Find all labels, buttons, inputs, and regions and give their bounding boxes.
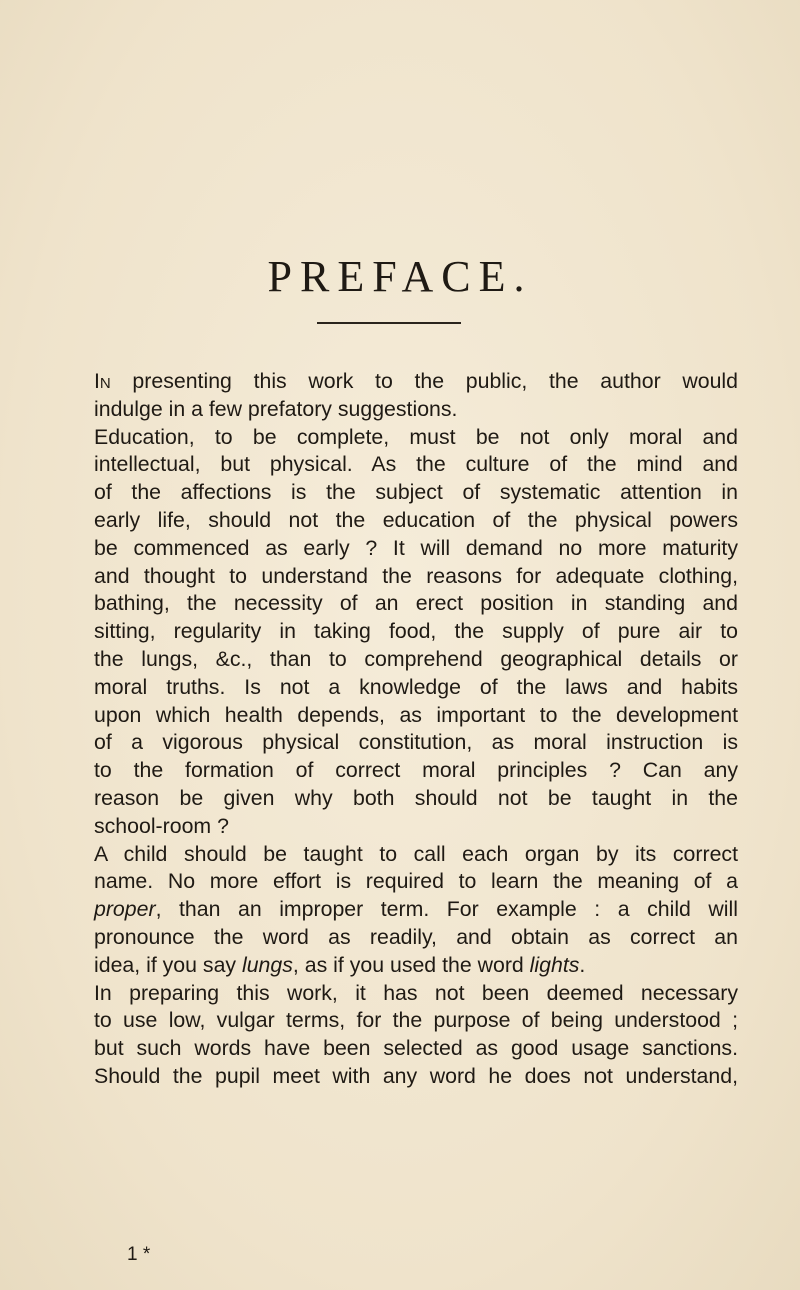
text-line: upon which health depends, as important to the development	[94, 702, 738, 727]
title-rule	[317, 322, 461, 324]
text-line	[94, 896, 738, 924]
line-text: , as if you used the word	[292, 952, 530, 977]
text-line: of the affections is the subject of systematic attention in	[94, 480, 738, 505]
text-line: name. No more effort is required to learn the meaning of a	[94, 869, 738, 894]
paragraph	[94, 368, 738, 424]
signature-mark: 1 *	[127, 1244, 151, 1265]
paragraph	[94, 841, 738, 980]
italic-word: proper	[94, 897, 156, 922]
text-line: the lungs, &c., than to comprehend geographical details or	[94, 646, 738, 671]
text-line: Should the pupil meet with any word he does not understand,	[94, 1063, 738, 1088]
text-line: school-room ?	[94, 813, 229, 838]
paragraph	[94, 424, 738, 841]
text-line: of a vigorous physical constitution, as moral instruction is	[94, 730, 738, 755]
text-line: early life, should not the education of the physical powers	[94, 507, 738, 532]
text-line: to the formation of correct moral principles ? Can any	[94, 758, 738, 783]
line-text: idea, if you say	[94, 952, 242, 977]
text-line: but such words have been selected as good usage sanctions.	[94, 1036, 738, 1061]
text-line: A child should be taught to call each organ by its correct	[94, 841, 738, 866]
text-line: In preparing this work, it has not been deemed necessary	[94, 980, 738, 1005]
page-title: PREFACE.	[267, 252, 533, 301]
drop-word: In	[94, 369, 111, 393]
text-line	[94, 952, 738, 980]
text-line: be commenced as early ? It will demand no more maturity	[94, 535, 738, 560]
text-line: reason be given why both should not be taught in the	[94, 785, 738, 810]
text-line: pronounce the word as readily, and obtain as correct an	[94, 924, 738, 949]
text-line: Education, to be complete, must be not only moral and	[94, 424, 738, 449]
italic-word: lungs	[241, 952, 293, 977]
line-text: , than an improper term. For example : a child will	[155, 897, 738, 922]
line-text: presenting this work to the public, the author would	[110, 369, 738, 393]
text-line: bathing, the necessity of an erect position in standing and	[94, 591, 738, 616]
text-line: indulge in a few prefatory suggestions.	[94, 396, 458, 421]
text-line: to use low, vulgar terms, for the purpose of being understood ;	[94, 1008, 738, 1033]
line-text: .	[579, 952, 586, 977]
text-line: moral truths. Is not a knowledge of the laws and habits	[94, 674, 738, 699]
text-line: intellectual, but physical. As the culture of the mind and	[94, 452, 738, 477]
paragraph	[94, 980, 738, 1091]
text-line: and thought to understand the reasons for adequate clothing,	[94, 563, 738, 588]
text-line	[94, 368, 738, 396]
text-line: sitting, regularity in taking food, the supply of pure air to	[94, 619, 738, 644]
italic-word: lights	[529, 952, 580, 977]
preface-body	[94, 368, 738, 1091]
